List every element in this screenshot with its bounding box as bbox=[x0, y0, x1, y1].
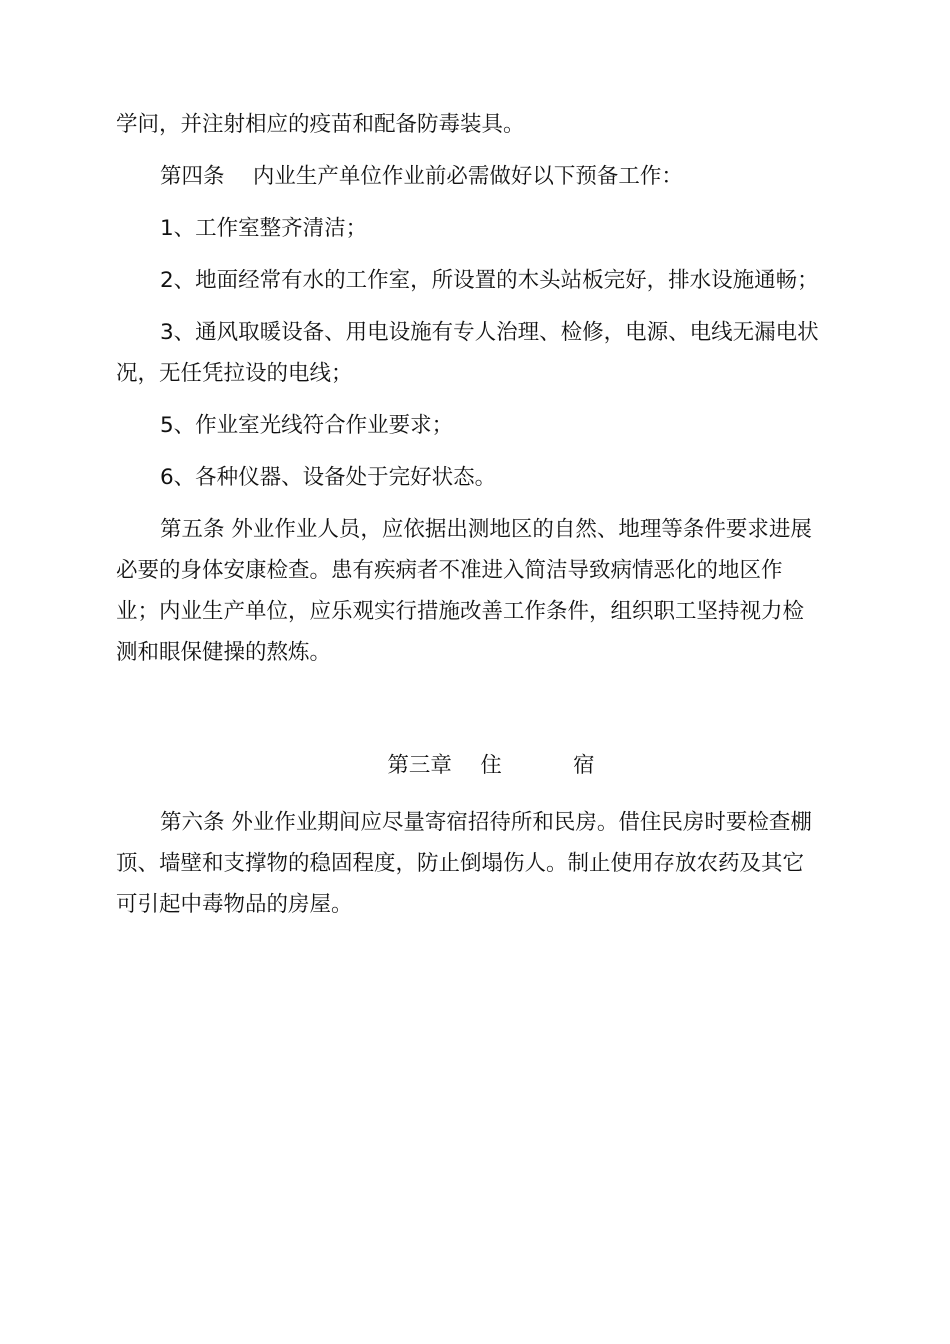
list-item-2: 2、地面经常有水的工作室，所设置的木头站板完好，排水设施通畅； bbox=[160, 268, 819, 293]
chapter-3-heading: 第三章 住 宿 bbox=[387, 753, 595, 778]
list-item-3-line-1: 3、通风取暖设备、用电设施有专人治理、检修，电源、电线无漏电状 bbox=[160, 320, 819, 345]
list-item-6: 6、各种仪器、设备处于完好状态。 bbox=[160, 465, 497, 490]
article-6-line-3: 可引起中毒物品的房屋。 bbox=[116, 892, 353, 917]
list-item-1: 1、工作室整齐清洁； bbox=[160, 216, 368, 241]
article-5-line-3: 业；内业生产单位，应乐观实行措施改善工作条件，组织职工坚持视力检 bbox=[116, 599, 805, 624]
article-5-line-4: 测和眼保健操的熬炼。 bbox=[116, 640, 332, 665]
article-5-line-2: 必要的身体安康检查。患有疾病者不准进入简洁导致病情恶化的地区作 bbox=[116, 558, 783, 583]
document-page bbox=[116, 104, 846, 925]
list-item-3-line-2: 况，无任凭拉设的电线； bbox=[116, 361, 353, 386]
article-6-line-2: 顶、墙壁和支撑物的稳固程度，防止倒塌伤人。制止使用存放农药及其它 bbox=[116, 851, 805, 876]
article-4-heading: 第四条 内业生产单位作业前必需做好以下预备工作： bbox=[160, 164, 683, 189]
paragraph-continuation: 学问，并注射相应的疫苗和配备防毒装具。 bbox=[116, 112, 525, 137]
article-5-line-1: 第五条 外业作业人员，应依据出测地区的自然、地理等条件要求进展 bbox=[160, 517, 812, 542]
article-6-line-1: 第六条 外业作业期间应尽量寄宿招待所和民房。借住民房时要检查棚 bbox=[160, 810, 812, 835]
list-item-5: 5、作业室光线符合作业要求； bbox=[160, 413, 454, 438]
